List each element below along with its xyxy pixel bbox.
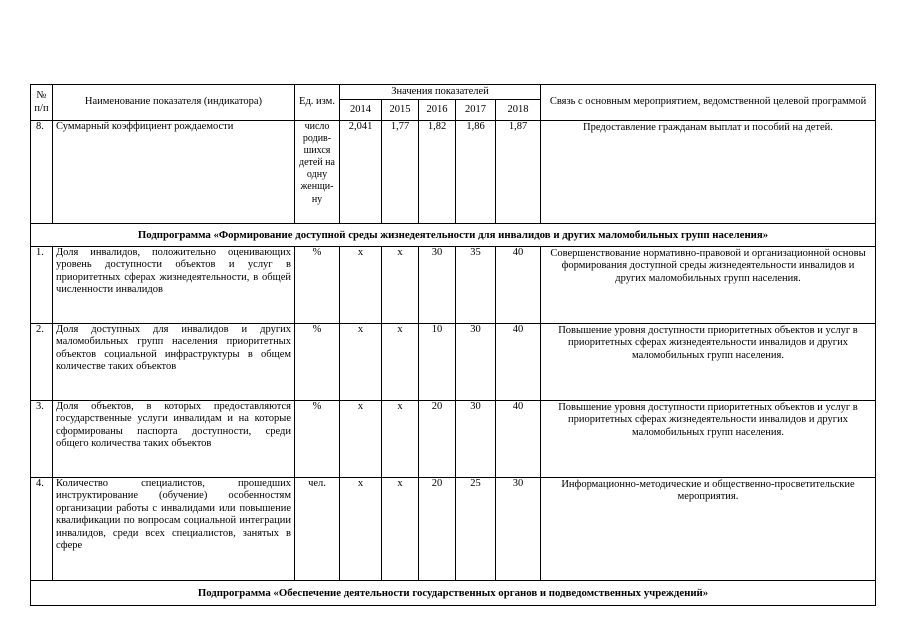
row-num: 3. [31, 401, 53, 478]
row-link: Совершенствование нормативно-правовой и организационной основы формирования доступной среды жизнедеятельности инвалидов и других маломобильных групп населения. [541, 247, 876, 324]
row-link: Информационно-методические и общественно-просветительские мероприятия. [541, 478, 876, 581]
subprogram-title: Подпрограмма «Обеспечение деятельности государственных органов и подведомственных учреждений» [31, 581, 876, 606]
header-year-2017: 2017 [456, 100, 496, 121]
header-num: № п/п [31, 85, 53, 121]
header-name: Наименование показателя (индикатора) [53, 85, 295, 121]
row-name: Доля доступных для инвалидов и других маломобильных групп населения приоритетных объектов социальной инфраструктуры в общем количестве таких объектов [53, 324, 295, 401]
subprogram-title: Подпрограмма «Формирование доступной среды жизнедеятельности для инвалидов и других маломобильных групп населения» [31, 224, 876, 247]
table-row [31, 401, 876, 478]
row-value-2014: x [340, 247, 382, 324]
row-value-2014: x [340, 401, 382, 478]
row-name: Количество специалистов, прошедших инструктирование (обучение) особенностям организации работы с инвалидами или повышение квалификации по вопросам социальной интеграции инвалидов, среди всех специалистов, занятых в сфере [53, 478, 295, 581]
row-value-2018: 40 [496, 324, 541, 401]
subprogram-row [31, 224, 876, 247]
row-value-2018: 40 [496, 247, 541, 324]
row-num: 1. [31, 247, 53, 324]
row-value-2018: 40 [496, 401, 541, 478]
header-year-2015: 2015 [382, 100, 419, 121]
row-value-2015: x [382, 478, 419, 581]
row-value-2014: x [340, 478, 382, 581]
row-value-2015: x [382, 247, 419, 324]
row-value-2015: x [382, 401, 419, 478]
row-unit: % [295, 247, 340, 324]
document-page [30, 84, 875, 606]
table-row [31, 247, 876, 324]
table-row [31, 478, 876, 581]
indicators-table [30, 84, 876, 606]
subprogram-row [31, 581, 876, 606]
row-value-2017: 30 [456, 324, 496, 401]
row-link: Повышение уровня доступности приоритетных объектов и услуг в приоритетных сферах жизнедеятельности инвалидов и других маломобильных групп населения. [541, 401, 876, 478]
row-value-2017: 25 [456, 478, 496, 581]
header-year-2014: 2014 [340, 100, 382, 121]
row-value-2016: 20 [419, 401, 456, 478]
row-value-2015: 1,77 [382, 121, 419, 224]
row-value-2018: 1,87 [496, 121, 541, 224]
row-unit: % [295, 324, 340, 401]
header-unit: Ед. изм. [295, 85, 340, 121]
table-row [31, 121, 876, 224]
row-value-2014: x [340, 324, 382, 401]
row-value-2016: 10 [419, 324, 456, 401]
row-value-2015: x [382, 324, 419, 401]
row-value-2017: 1,86 [456, 121, 496, 224]
row-name: Доля инвалидов, положительно оценивающих уровень доступности объектов и услуг в приоритетных сферах жизнедеятельности, в общей численности инвалидов [53, 247, 295, 324]
header-row [31, 85, 876, 100]
header-year-2016: 2016 [419, 100, 456, 121]
row-value-2018: 30 [496, 478, 541, 581]
row-value-2016: 1,82 [419, 121, 456, 224]
table-row [31, 324, 876, 401]
header-link: Связь с основным мероприятием, ведомственной целевой программой [541, 85, 876, 121]
row-value-2017: 30 [456, 401, 496, 478]
header-values: Значения показателей [340, 85, 541, 100]
row-num: 8. [31, 121, 53, 224]
row-unit: число родив-шихся детей на одну женщи-ну [295, 121, 340, 224]
row-unit: чел. [295, 478, 340, 581]
header-year-2018: 2018 [496, 100, 541, 121]
row-value-2017: 35 [456, 247, 496, 324]
row-unit: % [295, 401, 340, 478]
row-name: Суммарный коэффициент рождаемости [53, 121, 295, 224]
row-link: Предоставление гражданам выплат и пособий на детей. [541, 121, 876, 224]
row-num: 4. [31, 478, 53, 581]
row-value-2014: 2,041 [340, 121, 382, 224]
row-num: 2. [31, 324, 53, 401]
row-value-2016: 30 [419, 247, 456, 324]
row-name: Доля объектов, в которых предоставляются государственные услуги инвалидам и на которые сформированы паспорта доступности, среди общего количества таких объектов [53, 401, 295, 478]
row-link: Повышение уровня доступности приоритетных объектов и услуг в приоритетных сферах жизнедеятельности инвалидов и других маломобильных групп населения. [541, 324, 876, 401]
row-value-2016: 20 [419, 478, 456, 581]
